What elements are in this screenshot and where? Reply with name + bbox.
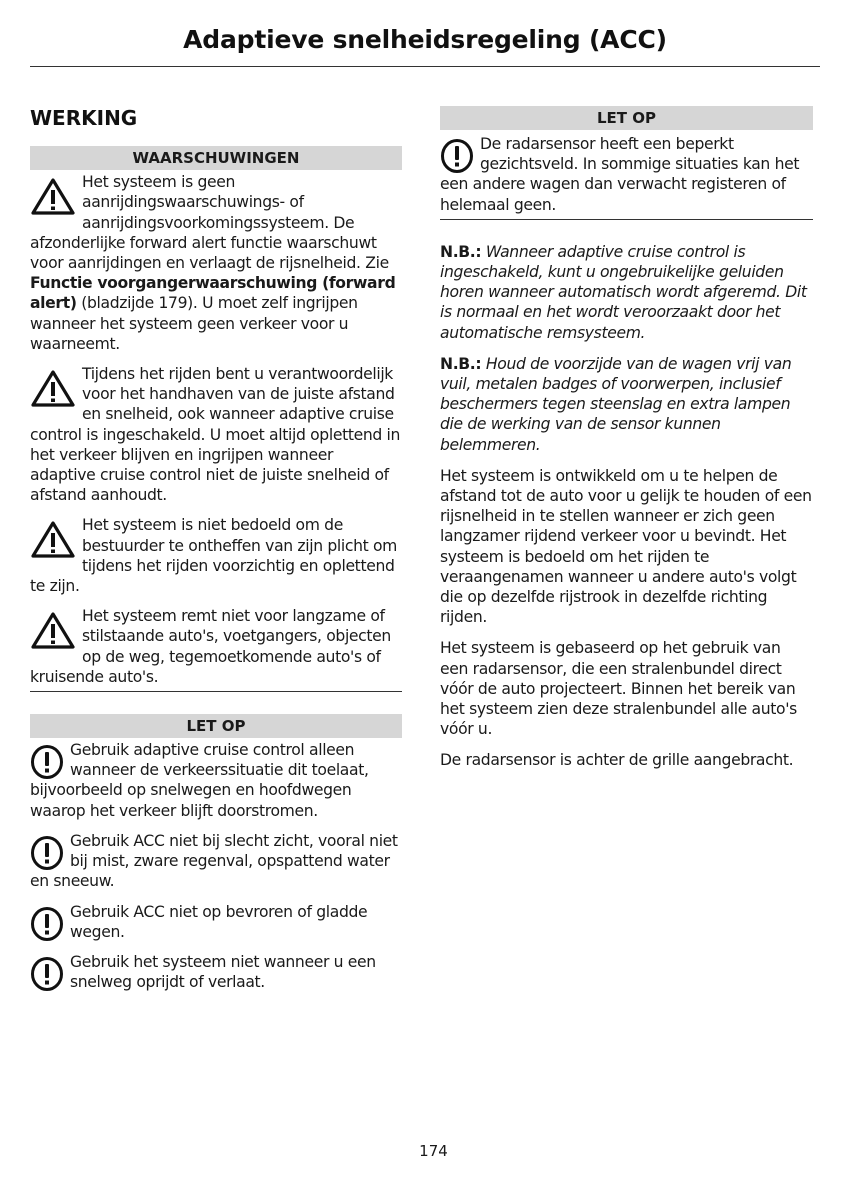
warning-1: [30, 172, 402, 354]
caution-4: [30, 952, 402, 992]
warning-text: Het systeem is niet bedoeld om de bestuurder te ontheffen van zijn plicht om tijdens het rijden voorzichtig en oplettend te zijn.: [30, 516, 398, 596]
warning-triangle-icon: [30, 610, 76, 650]
exclamation-circle-icon: [30, 744, 64, 780]
cross-reference-link[interactable]: Functie voorgangerwaarschuwing (forward alert): [30, 274, 396, 313]
page-number: 174: [419, 1142, 448, 1160]
caution-text: Gebruik ACC niet op bevroren of gladde wegen.: [70, 902, 368, 941]
caution-text: Gebruik ACC niet bij slecht zicht, vooral niet bij mist, zware regenval, opspattend water en sneeuw.: [30, 831, 398, 891]
caution-text: Gebruik adaptive cruise control alleen wanneer de verkeerssituatie dit toelaat, bijvoorbeeld op snelwegen en hoofdwegen waarop het verkeer blijft doorstromen.: [30, 741, 369, 820]
right-column: [440, 106, 813, 782]
note-text: Wanneer adaptive cruise control is ingeschakeld, kunt u ongebruikelijke geluiden horen wanneer automatisch wordt afgeremd. Dit is normaal en het wordt veroorzaakt door het automatische remsysteem.: [440, 242, 807, 342]
exclamation-circle-icon: [30, 956, 64, 992]
warnings-heading: WAARSCHUWINGEN: [30, 146, 402, 170]
divider: [440, 219, 813, 220]
note-label: N.B.:: [440, 354, 482, 373]
exclamation-circle-icon: [440, 138, 474, 174]
warning-3: [30, 515, 402, 596]
caution-text: Gebruik het systeem niet wanneer u een snelweg oprijdt of verlaat.: [70, 952, 376, 992]
caution-heading: LET OP: [30, 714, 402, 738]
exclamation-circle-icon: [30, 835, 64, 871]
note-text: Houd de voorzijde van de wagen vrij van vuil, metalen badges of voorwerpen, inclusief beschermers tegen steenslag en extra lampen die de werking van de sensor kunnen belemmeren.: [440, 354, 792, 454]
warning-2: [30, 364, 402, 505]
warning-text: Tijdens het rijden bent u verantwoordelijk voor het handhaven van de juiste afstand en snelheid, ook wanneer adaptive cruise control is ingeschakeld. U moet altijd oplettend in het verkeer blijven en ingrijpen wanneer adaptive cruise control niet de juiste snelheid of afstand aanhoudt.: [30, 365, 401, 505]
page-header: [30, 20, 820, 67]
caution-heading: LET OP: [440, 106, 813, 130]
caution-3: [30, 902, 402, 942]
warning-4: [30, 606, 402, 687]
caution-radar: [440, 134, 813, 215]
body-paragraph: De radarsensor is achter de grille aangebracht.: [440, 751, 794, 770]
exclamation-circle-icon: [30, 906, 64, 942]
left-column: [30, 100, 402, 1002]
body-paragraph: Het systeem is gebaseerd op het gebruik van een radarsensor, die een stralenbundel direct vóór de auto projecteert. Binnen het bereik van het systeem zien deze stralenbundel alle auto's vóór u.: [440, 639, 797, 739]
body-paragraph: Het systeem is ontwikkeld om u te helpen de afstand tot de auto voor u gelijk te houden of een rijsnelheid in te stellen wanneer er zich geen langzamer rijdend verkeer voor u bevindt. Het systeem is bedoeld om het rijden te veraangenamen wanneer u andere auto's volgt die op dezelfde rijstrook in dezelfde richting rijden.: [440, 466, 812, 627]
note-label: N.B.:: [440, 242, 482, 261]
caution-text: De radarsensor heeft een beperkt gezichtsveld. In sommige situaties kan het een andere wagen dan verwacht registeren of helemaal geen.: [440, 135, 800, 214]
page-title: Adaptieve snelheidsregeling (ACC): [183, 25, 667, 54]
warning-text: (bladzijde 179). U moet zelf ingrijpen wanneer het systeem geen verkeer voor u waarneemt.: [30, 294, 358, 353]
warning-triangle-icon: [30, 176, 76, 216]
divider: [30, 691, 402, 692]
note-2: [440, 354, 813, 455]
warning-text: Het systeem remt niet voor langzame of stilstaande auto's, voetgangers, objecten op de weg, tegemoetkomende auto's of kruisende auto's.: [30, 607, 391, 686]
caution-1: [30, 740, 402, 821]
warning-text: Het systeem is geen aanrijdingswaarschuwings- of aanrijdingsvoorkomingssysteem. De afzonderlijke forward alert functie waarschuwt voor aanrijdingen en verlaagt de rijsnelheid. Zie: [30, 173, 389, 273]
caution-2: [30, 831, 402, 892]
section-title: WERKING: [30, 106, 138, 130]
note-1: [440, 242, 813, 343]
warning-triangle-icon: [30, 368, 76, 408]
warning-triangle-icon: [30, 519, 76, 559]
